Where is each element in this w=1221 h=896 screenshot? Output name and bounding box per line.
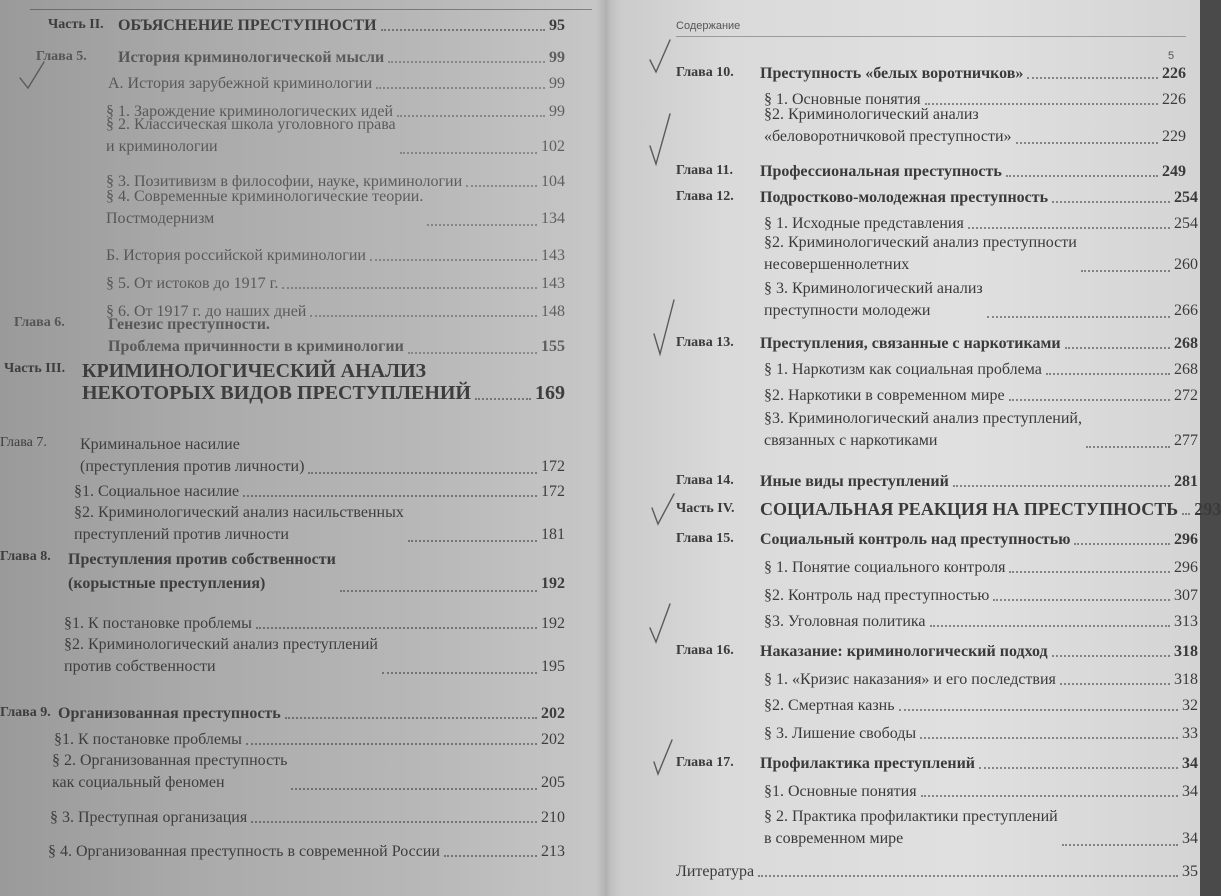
toc-page-number: 277 — [1174, 432, 1198, 449]
toc-page-number: 226 — [1162, 91, 1186, 108]
dot-leader — [1060, 683, 1170, 685]
toc-title-line: несовершеннолетних — [764, 256, 910, 273]
dot-leader — [979, 767, 1178, 769]
toc-page-number: 102 — [541, 138, 565, 155]
toc-label: Глава 12. — [676, 189, 734, 204]
toc-page-number: 148 — [541, 303, 565, 320]
toc-title-line: Подростково-молодежная преступность — [760, 189, 1049, 206]
dot-leader — [930, 625, 1170, 627]
toc-title-line: Литература — [676, 863, 755, 880]
checkmark-icon — [652, 738, 676, 778]
dot-leader — [987, 316, 1170, 318]
dot-leader — [921, 795, 1178, 797]
toc-page-number: 172 — [541, 458, 565, 475]
toc-title — [764, 696, 895, 715]
toc-label: Глава 5. — [36, 49, 87, 64]
toc-label: Глава 9. — [0, 705, 51, 720]
toc-title-line: § 2. Классическая школа уголовного права — [106, 116, 396, 133]
toc-title-line: Преступления против собственности — [68, 551, 336, 568]
toc-entry[interactable] — [764, 360, 1198, 379]
toc-title-line: §1. К постановке проблемы — [64, 615, 252, 632]
toc-page-number: 33 — [1182, 725, 1198, 742]
toc-title-line: (преступления против личности) — [80, 458, 305, 475]
toc-page-number: 192 — [541, 575, 565, 592]
dot-leader — [1006, 175, 1158, 177]
dot-leader — [993, 599, 1170, 601]
toc-title-line: История криминологической мысли — [118, 49, 385, 66]
toc-title — [764, 360, 1042, 379]
toc-title-line: §1. Основные понятия — [764, 783, 917, 800]
toc-label: Глава 13. — [676, 335, 734, 350]
toc-title-line: Преступления, связанные с наркотиками — [760, 335, 1061, 352]
toc-title — [764, 782, 917, 801]
toc-title-line: связанных с наркотиками — [764, 432, 938, 449]
toc-label: Часть III. — [4, 361, 66, 376]
toc-title-line: §2. Наркотики в современном мире — [764, 387, 1005, 404]
toc-page-number: 272 — [1174, 387, 1198, 404]
toc-title-line: А. История зарубежной криминологии — [108, 75, 373, 92]
toc-entry[interactable] — [760, 530, 1198, 549]
toc-title-line: Наказание: криминологический подход — [760, 643, 1048, 660]
toc-title-line: преступности молодежи — [764, 302, 931, 319]
toc-page-number: 34 — [1182, 830, 1198, 847]
toc-page-number: 143 — [541, 275, 565, 292]
toc-title — [760, 754, 975, 773]
toc-entry[interactable] — [764, 696, 1198, 715]
toc-entry[interactable] — [764, 104, 1186, 148]
toc-page-number: 229 — [1162, 128, 1186, 145]
toc-title — [760, 188, 1048, 207]
toc-entry[interactable] — [760, 642, 1198, 661]
toc-title-line: § 1. «Кризис наказания» и его последствия — [764, 671, 1056, 688]
toc-page-number: 155 — [541, 338, 565, 355]
toc-label: Глава 14. — [676, 473, 734, 488]
toc-title-line: в современном мире — [764, 830, 904, 847]
toc-title — [764, 558, 1005, 577]
toc-entry[interactable] — [764, 558, 1198, 577]
toc-entry[interactable] — [764, 782, 1198, 801]
toc-title — [760, 162, 1002, 181]
dot-leader — [1009, 399, 1170, 401]
toc-page-number: 202 — [541, 705, 565, 722]
dot-leader — [1016, 142, 1158, 144]
toc-page-number: 99 — [549, 49, 565, 66]
dot-leader — [1052, 201, 1170, 203]
toc-title-line: Постмодернизм — [106, 210, 215, 227]
toc-page-number: 143 — [541, 247, 565, 264]
toc-title — [764, 586, 989, 605]
toc-title-line: КРИМИНОЛОГИЧЕСКИЙ АНАЛИЗ — [82, 360, 427, 382]
toc-entry[interactable] — [764, 386, 1198, 405]
toc-title — [764, 386, 1005, 405]
toc-title-line: Иные виды преступлений — [760, 473, 949, 490]
toc-title-line: § 5. От истоков до 1917 г. — [106, 275, 279, 292]
toc-entry[interactable] — [764, 214, 1198, 233]
toc-page-number: 268 — [1174, 361, 1198, 378]
toc-title-line: как социальный феномен — [52, 774, 225, 791]
toc-title — [764, 278, 983, 322]
toc-page-number: 104 — [541, 173, 565, 190]
toc-page-number: 249 — [1162, 163, 1186, 180]
toc-title-line: ОБЪЯСНЕНИЕ ПРЕСТУПНОСТИ — [118, 17, 377, 34]
toc-title-line: Организованная преступность — [58, 705, 281, 722]
checkmark-icon — [18, 60, 48, 90]
toc-entry[interactable] — [764, 670, 1198, 689]
toc-page-number: 34 — [1182, 755, 1198, 772]
dot-leader — [1052, 655, 1170, 657]
toc-page-number: 307 — [1174, 587, 1198, 604]
toc-label: Глава 16. — [676, 643, 734, 658]
dot-leader — [1046, 373, 1170, 375]
toc-title-line: Профессиональная преступность — [760, 163, 1002, 180]
toc-page-number: 296 — [1174, 559, 1198, 576]
toc-page-number: 226 — [1162, 65, 1186, 82]
toc-title-line: «беловоротничковой преступности» — [764, 128, 1012, 145]
toc-title-line: § 3. Преступная организация — [50, 809, 248, 826]
toc-label: Глава 11. — [676, 163, 733, 178]
toc-title — [764, 214, 964, 233]
toc-page-number: 268 — [1174, 335, 1198, 352]
toc-title-line: §3. Криминологический анализ преступлений, — [764, 410, 1082, 427]
dot-leader — [1182, 513, 1190, 515]
toc-label: Часть IV. — [676, 501, 735, 516]
checkmark-icon — [648, 38, 674, 78]
toc-title — [760, 530, 1070, 549]
page-number: 5 — [1168, 50, 1175, 62]
dot-leader — [1086, 446, 1170, 448]
toc-title-line: §1. К постановке проблемы — [54, 731, 242, 748]
toc-entry[interactable] — [764, 806, 1198, 850]
toc-label: Глава 15. — [676, 531, 734, 546]
toc-title-line: § 3. Позитивизм в философии, науке, криминологии — [106, 173, 463, 190]
toc-title-line: § 1. Исходные представления — [764, 215, 964, 232]
toc-title-line: § 1. Понятие социального контроля — [764, 559, 1006, 576]
toc-title-line: §2. Криминологический анализ — [764, 106, 979, 123]
toc-title-line: § 3. Криминологический анализ — [764, 280, 983, 297]
toc-page-number: 254 — [1174, 189, 1198, 206]
dot-leader — [953, 485, 1170, 487]
toc-title — [760, 500, 1178, 519]
dot-leader — [1081, 270, 1170, 272]
toc-title-line: §2. Криминологический анализ преступности — [764, 234, 1077, 251]
toc-title — [760, 472, 949, 491]
toc-title-line: НЕКОТОРЫХ ВИДОВ ПРЕСТУПЛЕНИЙ — [82, 382, 471, 404]
toc-page-number: 266 — [1174, 302, 1198, 319]
dot-leader — [1009, 571, 1170, 573]
toc-entry[interactable] — [764, 724, 1198, 743]
toc-title-line: § 2. Практика профилактики преступлений — [764, 808, 1058, 825]
dot-leader — [1065, 347, 1170, 349]
toc-title-line: § 1. Зарождение криминологических идей — [106, 103, 394, 120]
toc-title — [760, 64, 1023, 83]
dot-leader — [1027, 77, 1158, 79]
dot-leader — [1062, 844, 1178, 846]
running-header: Содержание — [676, 20, 741, 32]
toc-page-number: 293 — [1194, 499, 1221, 519]
toc-title-line: Криминальное насилие — [80, 436, 240, 453]
toc-entry[interactable] — [676, 862, 1198, 881]
toc-title-line: §2. Криминологический анализ насильственных — [74, 504, 404, 521]
toc-title-line: § 6. От 1917 г. до наших дней — [106, 303, 307, 320]
checkmark-icon — [648, 112, 674, 168]
toc-entry[interactable] — [760, 499, 1221, 519]
toc-title — [764, 232, 1077, 276]
toc-title-line: и криминологии — [106, 138, 218, 155]
toc-page-number: 313 — [1174, 613, 1198, 630]
toc-label: Глава 8. — [0, 549, 51, 564]
toc-entry[interactable] — [764, 612, 1198, 631]
toc-page-number: 205 — [541, 774, 565, 791]
toc-label: Глава 7. — [0, 435, 47, 450]
toc-page-number: 34 — [1182, 783, 1198, 800]
toc-title-line: СОЦИАЛЬНАЯ РЕАКЦИЯ НА ПРЕСТУПНОСТЬ — [760, 499, 1179, 519]
toc-page-number: 192 — [541, 615, 565, 632]
toc-entry[interactable] — [764, 586, 1198, 605]
toc-label: Глава 6. — [14, 315, 65, 330]
toc-title — [764, 408, 1082, 452]
toc-title-line: § 4. Современные криминологические теории. — [106, 188, 424, 205]
toc-title — [764, 612, 926, 631]
toc-title — [760, 642, 1048, 661]
toc-title-line: Социальный контроль над преступностью — [760, 531, 1071, 548]
toc-title-line: §2. Смертная казнь — [764, 697, 895, 714]
toc-page-number: 99 — [549, 75, 565, 92]
toc-entry[interactable] — [760, 334, 1198, 353]
checkmark-icon — [648, 602, 674, 646]
toc-title — [764, 806, 1058, 850]
toc-title-line: против собственности — [64, 658, 216, 675]
toc-label: Глава 10. — [676, 65, 734, 80]
toc-entry[interactable] — [760, 162, 1186, 181]
toc-page-number: 202 — [541, 731, 565, 748]
toc-page-number: 95 — [549, 17, 565, 34]
toc-title — [764, 724, 916, 743]
toc-title-line: §2. Криминологический анализ преступлений — [64, 636, 378, 653]
toc-page-number: 195 — [541, 658, 565, 675]
toc-page-number: 318 — [1174, 671, 1198, 688]
toc-page-number: 35 — [1182, 863, 1198, 880]
toc-entry[interactable] — [764, 408, 1198, 452]
toc-entry[interactable] — [764, 232, 1198, 276]
toc-title-line: Генезис преступности. — [108, 316, 270, 333]
toc-title-line: § 1. Основные понятия — [764, 91, 921, 108]
toc-entry[interactable] — [760, 754, 1198, 773]
toc-page-number: 296 — [1174, 531, 1198, 548]
toc-page-number: 169 — [535, 382, 565, 404]
toc-entry[interactable] — [760, 472, 1198, 491]
toc-title-line: Профилактика преступлений — [760, 755, 975, 772]
toc-page-number: 99 — [549, 103, 565, 120]
toc-page-number: 32 — [1182, 697, 1198, 714]
dot-leader — [899, 709, 1178, 711]
toc-page-number: 210 — [541, 809, 565, 826]
toc-title-line: §3. Уголовная политика — [764, 613, 926, 630]
toc-title-line: §1. Социальное насилие — [74, 483, 240, 500]
checkmark-icon — [650, 492, 678, 528]
toc-title-line: § 2. Организованная преступность — [52, 752, 288, 769]
toc-title-line: § 1. Наркотизм как социальная проблема — [764, 361, 1042, 378]
toc-title — [764, 670, 1056, 689]
toc-page-number: 172 — [541, 483, 565, 500]
toc-title — [676, 862, 754, 881]
toc-page-number: 281 — [1174, 473, 1198, 490]
toc-label: Часть II. — [48, 17, 104, 32]
toc-page-number: 134 — [541, 210, 565, 227]
toc-title — [764, 104, 1012, 148]
toc-page-number: 260 — [1174, 256, 1198, 273]
toc-page-number: 181 — [541, 526, 565, 543]
toc-title-line: §2. Контроль над преступностью — [764, 587, 990, 604]
dot-leader — [968, 227, 1170, 229]
toc-entry[interactable] — [760, 188, 1198, 207]
checkmark-icon — [652, 298, 678, 358]
toc-title-line: § 3. Лишение свободы — [764, 725, 917, 742]
toc-page-number: 254 — [1174, 215, 1198, 232]
toc-label: Глава 17. — [676, 755, 734, 770]
toc-title-line: Б. История российской криминологии — [106, 247, 366, 264]
toc-title-line: § 4. Организованная преступность в современной России — [48, 843, 440, 860]
toc-entry[interactable] — [764, 278, 1198, 322]
toc-page-number: 318 — [1174, 643, 1198, 660]
dot-leader — [1074, 543, 1170, 545]
dot-leader — [758, 875, 1178, 877]
toc-title-line: (корыстные преступления) — [68, 575, 266, 592]
toc-title-line: преступлений против личности — [74, 526, 289, 543]
toc-title-line: Проблема причинности в криминологии — [108, 338, 404, 355]
toc-title — [760, 334, 1061, 353]
toc-title-line: Преступность «белых воротничков» — [760, 65, 1024, 82]
dot-leader — [920, 737, 1178, 739]
toc-entry[interactable] — [760, 64, 1186, 83]
toc-page-number: 213 — [541, 843, 565, 860]
